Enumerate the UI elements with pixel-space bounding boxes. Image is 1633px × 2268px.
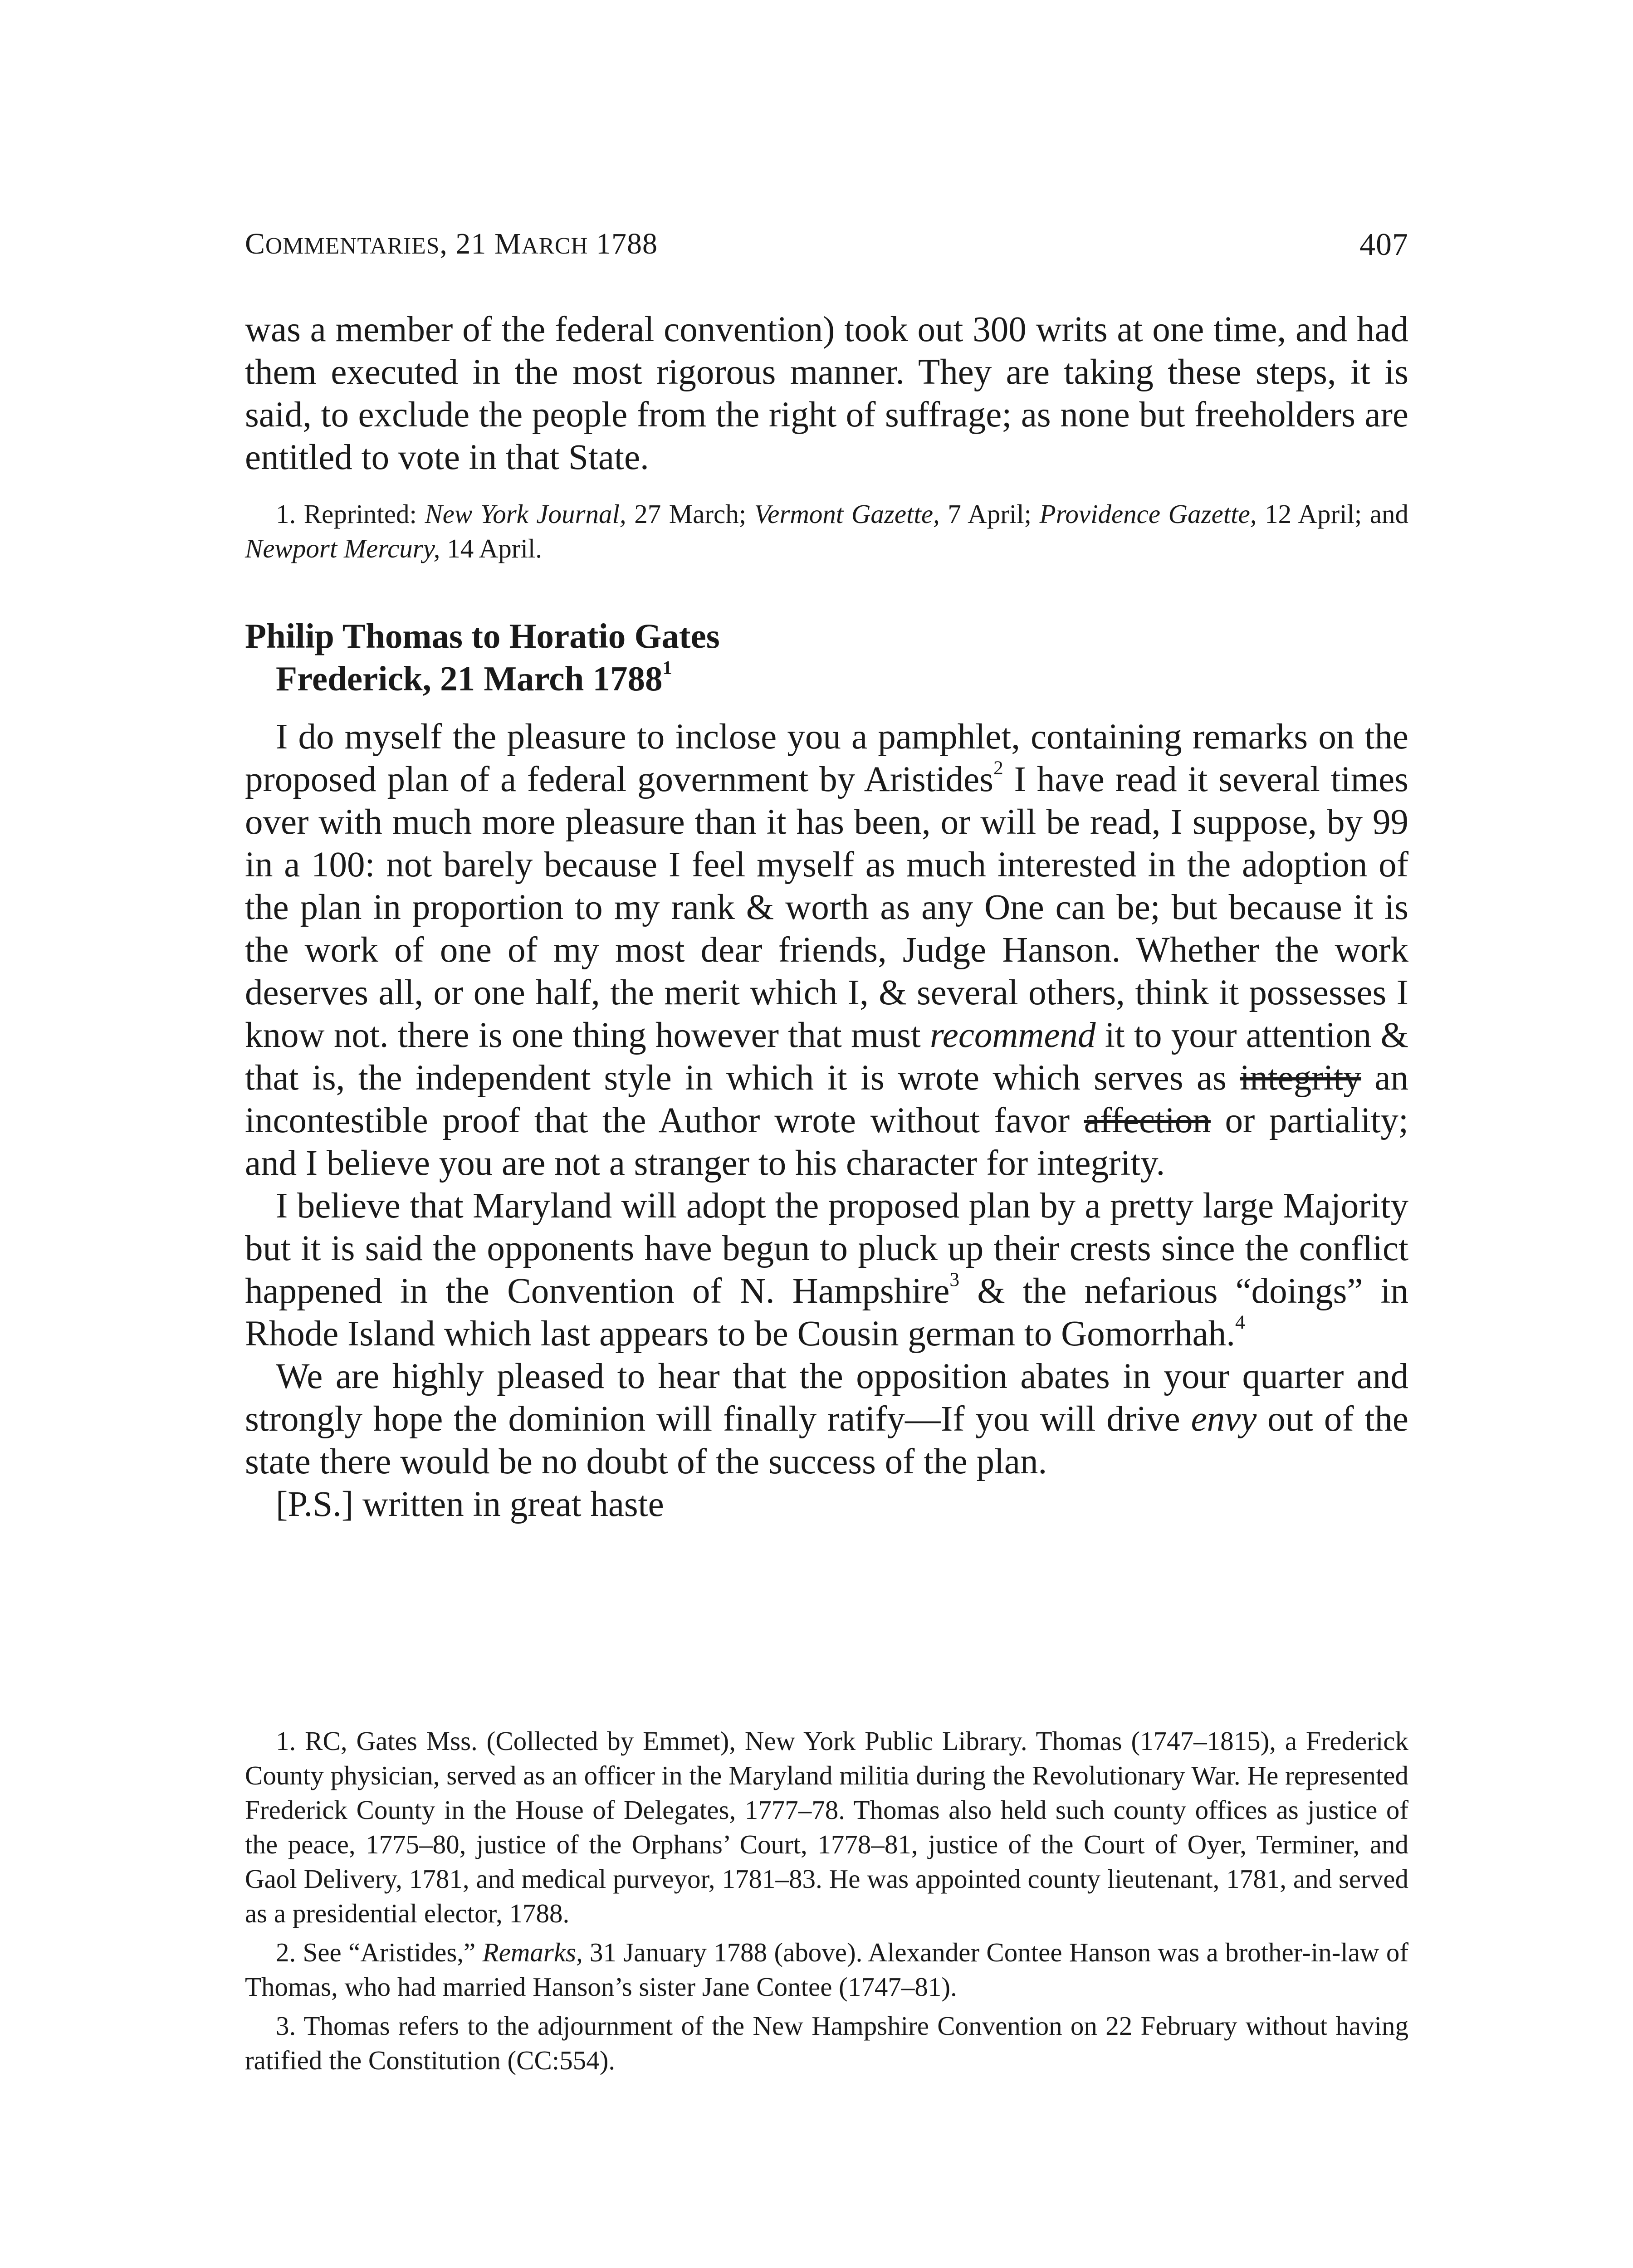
footnote-3: 3. Thomas refers to the adjournment of the New Hampshire Convention on 22 February without having ratified the Constitution (CC:554). <box>245 2011 1408 2075</box>
letter-paragraph-3: We are highly pleased to hear that the opposition abates in your quarter and strongly hope the dominion will finally ratify—If you will drive envy out of the state there would be no doubt of the success of the plan. <box>245 1357 1408 1481</box>
running-head-title: COMMENTARIES, 21 MARCH 1788 <box>245 227 658 260</box>
footnotes <box>245 1724 1408 2077</box>
document-heading <box>245 615 1408 700</box>
continued-section <box>245 308 1408 479</box>
letter-body <box>245 716 1408 1526</box>
heading-title: Philip Thomas to Horatio Gates <box>245 616 720 655</box>
page-number: 407 <box>1359 227 1408 262</box>
previous-footnote-1: 1. Reprinted: New York Journal, 27 March; Vermont Gazette, 7 April; Providence Gazette, 12 April; and Newport Mercury, 14 April. <box>245 499 1409 563</box>
heading-place-date: Frederick, 21 March 1788$^1$ <box>276 657 672 698</box>
continued-paragraph: was a member of the federal convention) took out 300 writs at one time, and had them executed in the most rigorous manner. They are taking these steps, it is said, to exclude the people from the right of suffrage; as none but freeholders are entitled to vote in that State. <box>245 310 1408 477</box>
letter-paragraph-1: I do myself the pleasure to inclose you a pamphlet, containing remarks on the proposed plan of a federal government by Aristides$^2$ I have read it several times over with much more pleasure than it has been, or will be read, I suppose, by 99 in a 100: not barely because I feel myself as much interested in the adoption of the plan in proportion to my rank & worth as any One can be; but because it is the work of one of my most dear friends, Judge Hanson. Whether the work deserves all, or one half, the merit which I, & several others, think it possesses I know not. there is one thing however that must recommend it to your attention & that is, the independent style in which it is wrote which serves as integrity an incontestible proof that the Author wrote without favor affection or partiality; and I believe you are not a stranger to his character for integrity. <box>245 717 1408 1183</box>
footnote-1: 1. RC, Gates Mss. (Collected by Emmet), New York Public Library. Thomas (1747–1815), a Frederick County physician, served as an officer in the Maryland militia during the Revolutionary War. He represented Frederick County in the House of Delegates, 1777–78. Thomas also held such county offices as justice of the peace, 1775–80, justice of the Orphans’ Court, 1778–81, justice of the Court of Oyer, Terminer, and Gaol Delivery, 1781, and medical purveyor, 1781–83. He was appointed county lieutenant, 1781, and served as a presidential elector, 1788. <box>245 1726 1408 1928</box>
letter-paragraph-2: I believe that Maryland will adopt the proposed plan by a pretty large Majority but it is said the opponents have begun to pluck up their crests since the conflict happened in the Convention of N. Hampshire$^3$ & the nefarious “doings” in Rhode Island which last appears to be Cousin german to Gomorrhah.$^4$ <box>245 1186 1409 1354</box>
letter-postscript: [P.S.] written in great haste <box>276 1485 664 1524</box>
running-head <box>245 227 1408 272</box>
previous-footnote <box>245 497 1408 566</box>
footnote-2: 2. See “Aristides,” Remarks, 31 January 1788 (above). Alexander Contee Hanson was a brother-in-law of Thomas, who had married Hanson’s sister Jane Contee (1747–81). <box>245 1937 1408 2002</box>
